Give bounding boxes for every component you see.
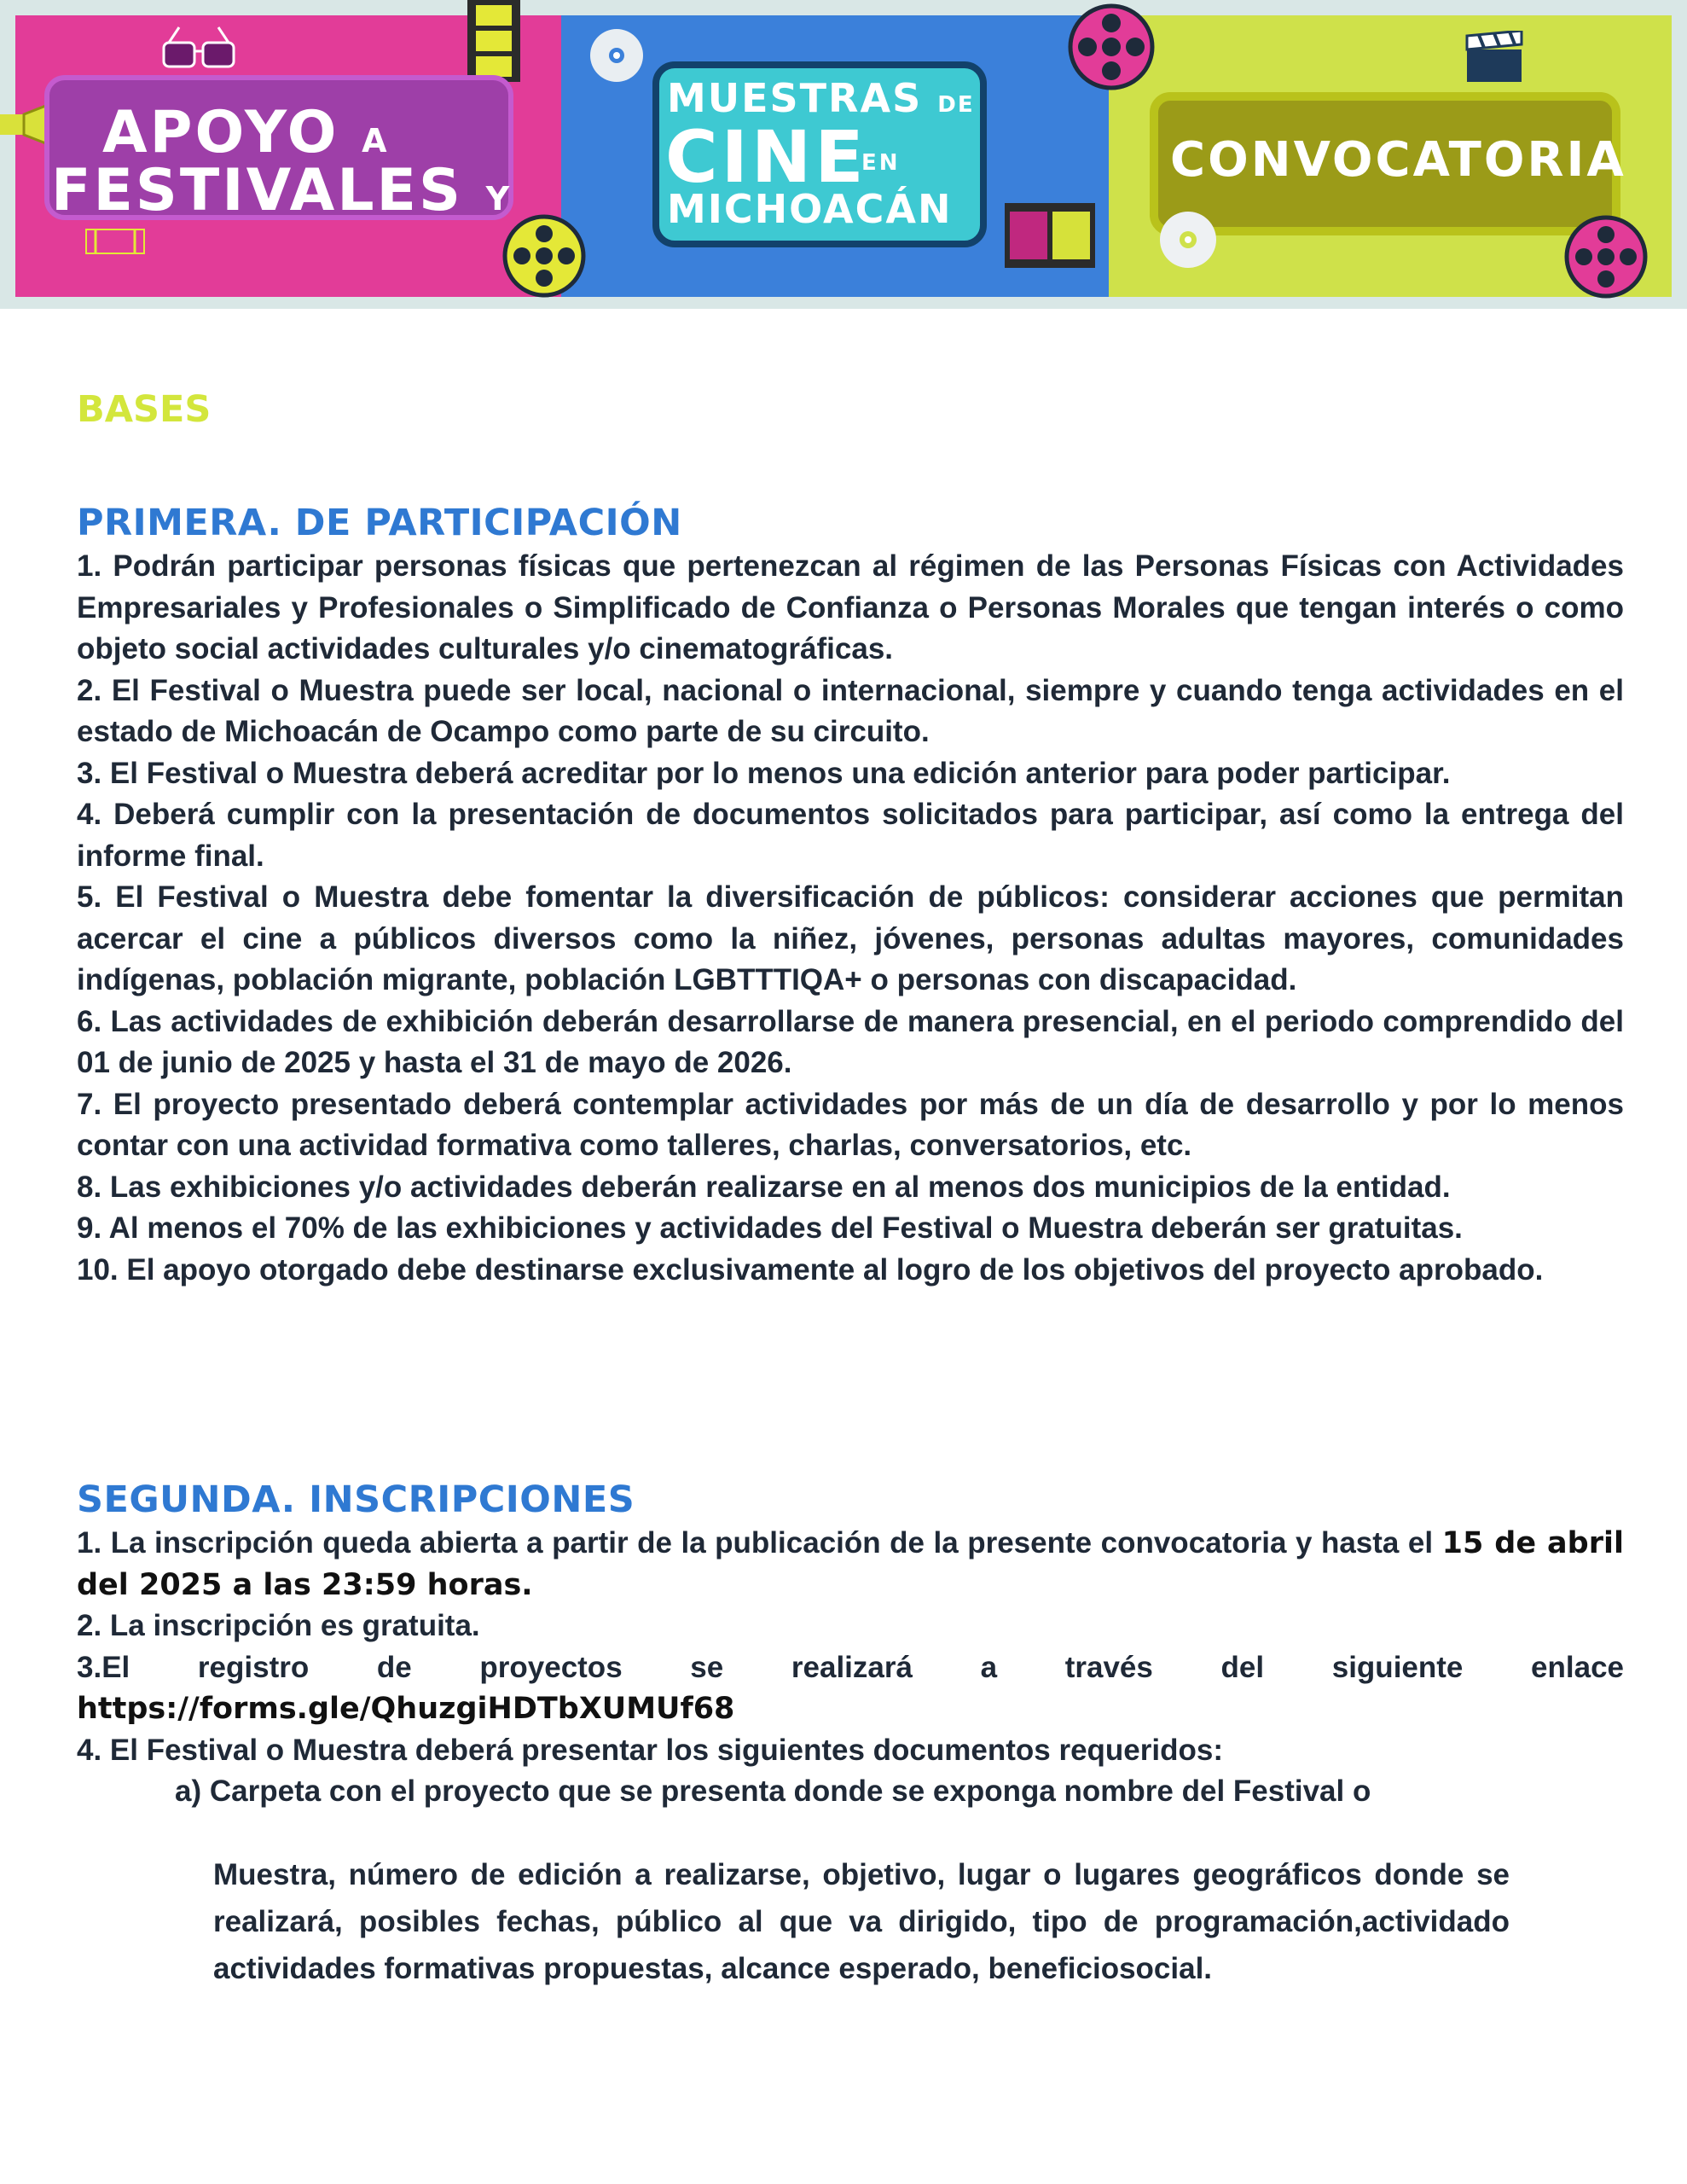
film-reel-icon (1066, 2, 1157, 92)
list-item (77, 1647, 1624, 1730)
required-document-a (175, 1771, 1539, 1812)
registration-rules-list (77, 1523, 1624, 1771)
banner-title-muestras: MUESTRAS DE (667, 75, 975, 121)
list-item: 4. Deberá cumplir con la presentación de documentos solicitados para participar, así como la entrega del informe final. (77, 798, 1624, 873)
disc-icon (1158, 210, 1218, 270)
banner-title-convocatoria: CONVOCATORIA (1170, 132, 1626, 188)
disc-icon (588, 27, 645, 84)
list-item: 10. El apoyo otorgado debe destinarse exclusivamente al logro de los objetivos del proyecto aprobado. (77, 1252, 1544, 1287)
banner-title-michoacan: MICHOACÁN (667, 186, 953, 232)
banner-title-festivales: FESTIVALES Y (51, 157, 511, 224)
sub-item-label: a) (175, 1774, 202, 1808)
registration-period-text: 1. La inscripción queda abierta a partir de la publicación de la presente convocatoria y hasta el (77, 1526, 1434, 1560)
banner-title-cine: CINE (665, 115, 867, 199)
banner-title-apoyo: APOYO A (102, 99, 388, 166)
list-item: 7. El proyecto presentado deberá contemplar actividades por más de un día de desarrollo y por lo menos contar con una actividad formativa como talleres, charlas, conversatorios, etc. (77, 1087, 1624, 1162)
film-reel-icon (1562, 213, 1649, 300)
bases-title: BASES (77, 388, 212, 431)
banner-title-en: EN (861, 150, 901, 176)
list-item: 9. Al menos el 70% de las exhibiciones y actividades del Festival o Muestra deberán ser gratuitas. (77, 1211, 1463, 1245)
list-item: 1. Podrán participar personas físicas que pertenezcan al régimen de las Personas Físicas con Actividades Empresariales y Profesionales o Simplificado de Confianza o Personas Morales que tengan interés o como objeto social actividades culturales y/o cinematográficas. (77, 549, 1624, 665)
list-item: 8. Las exhibiciones y/o actividades deberán realizarse en al menos dos municipios de la entidad. (77, 1170, 1451, 1204)
film-strip-icon (467, 0, 520, 82)
participation-rules-list (77, 546, 1624, 1291)
deadline-date: 15 de abril del 2025 a las 23:59 horas. (77, 1526, 1624, 1602)
list-item: 4. El Festival o Muestra deberá presentar los siguientes documentos requeridos: (77, 1733, 1223, 1767)
clapperboard-icon (1464, 31, 1525, 84)
film-strip-icon (85, 229, 145, 254)
glasses-icon (160, 24, 237, 75)
registration-link[interactable]: https://forms.gle/QhuzgiHDTbXUMUf68 (77, 1692, 735, 1726)
list-item: 6. Las actividades de exhibición deberán desarrollarse de manera presencial, en el periodo comprendido del 01 de junio de 2025 y hasta el 31 de mayo de 2026. (77, 1004, 1624, 1079)
required-document-a-continuation: Muestra, número de edición a realizarse, objetivo, lugar o lugares geográficos donde se realizará, posibles fechas, público al que va dirigido, tipo de programación,actividado actividades formativas propuestas, alcance esperado, beneficiosocial. (213, 1858, 1510, 1985)
list-item (77, 1523, 1624, 1606)
list-item: 5. El Festival o Muestra debe fomentar la diversificación de públicos: considerar acciones que permitan acercar el cine a públicos diversos como la niñez, jóvenes, personas adultas mayores, comunidades indígenas, población migrante, población LGBTTTIQA+ o personas con discapacidad. (77, 880, 1624, 996)
list-item: 2. La inscripción es gratuita. (77, 1609, 480, 1642)
section-heading-segunda: SEGUNDA. INSCRIPCIONES (77, 1478, 635, 1521)
list-item: 2. El Festival o Muestra puede ser local, nacional o internacional, siempre y cuando tenga actividades en el estado de Michoacán de Ocampo como parte de su circuito. (77, 673, 1624, 748)
film-reel-icon (501, 213, 587, 299)
film-strip-icon (1005, 203, 1095, 268)
sub-item-text: Carpeta con el proyecto que se presenta donde se exponga nombre del Festival o (209, 1774, 1371, 1808)
list-item: 3. El Festival o Muestra deberá acreditar por lo menos una edición anterior para poder participar. (77, 756, 1451, 790)
registration-link-text: 3.El registro de proyectos se realizará a través del siguiente enlace (77, 1650, 1624, 1684)
section-heading-primera: PRIMERA. DE PARTICIPACIÓN (77, 502, 682, 544)
header-banner (0, 0, 1687, 309)
